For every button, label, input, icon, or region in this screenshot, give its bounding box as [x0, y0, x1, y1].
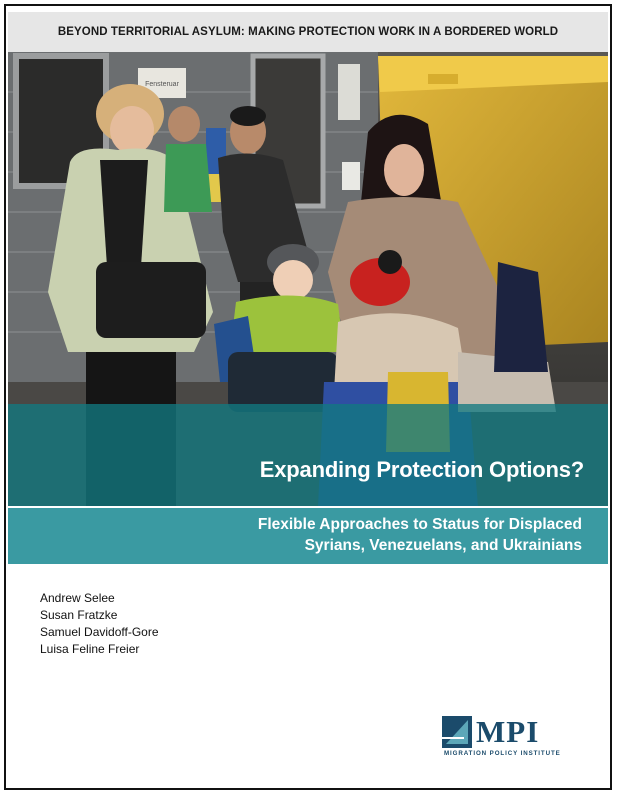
- title-overlay: [8, 404, 608, 506]
- logo-tagline: MIGRATION POLICY INSTITUTE: [444, 750, 561, 757]
- cover-photo: [8, 52, 608, 506]
- mpi-logo: [438, 712, 578, 762]
- wall-sign-text: Fensteruar: [145, 81, 179, 88]
- mpi-emblem-icon: [438, 714, 474, 750]
- author-name: Samuel Davidoff-Gore: [40, 625, 159, 639]
- subtitle-band: [8, 508, 608, 564]
- series-banner: [8, 12, 608, 52]
- series-title: BEYOND TERRITORIAL ASYLUM: MAKING PROTECTION WORK IN A BORDERED WORLD: [57, 26, 559, 38]
- logo-wordmark: MPI: [476, 714, 540, 749]
- report-title: Expanding Protection Options?: [259, 457, 584, 482]
- author-name: Susan Fratzke: [40, 608, 118, 622]
- report-cover: [4, 4, 612, 790]
- author-list: [40, 590, 159, 658]
- subtitle-line-1: Flexible Approaches to Status for Displaced: [257, 516, 582, 533]
- author-name: Luisa Feline Freier: [40, 642, 140, 656]
- author-name: Andrew Selee: [40, 591, 115, 605]
- subtitle-line-2: Syrians, Venezuelans, and Ukrainians: [304, 537, 582, 554]
